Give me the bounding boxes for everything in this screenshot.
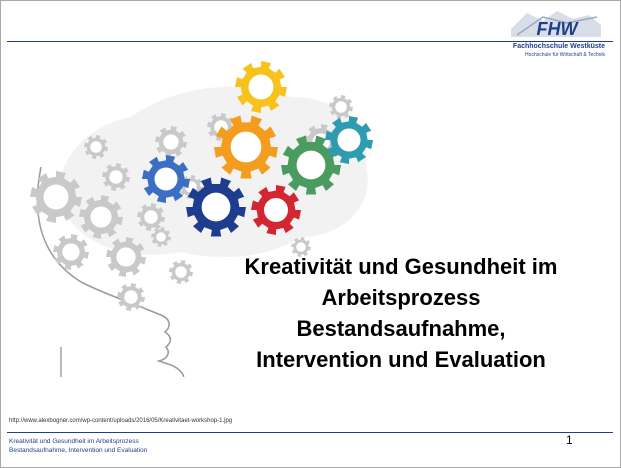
gear-hole: [297, 151, 326, 180]
gear-hole: [90, 141, 102, 153]
logo-title: Fachhochschule Westküste: [512, 43, 605, 50]
title-line-2: Arbeitsprozess: [321, 285, 481, 310]
logo-subtitle: Hochschule für Wirtschaft & Technik: [525, 52, 605, 58]
footer-line-2: Bestandsaufnahme, Intervention und Evaluation: [9, 447, 148, 454]
title-line-4: Intervention und Evaluation: [256, 347, 546, 372]
gear-hole: [337, 128, 360, 151]
gear-hole: [154, 167, 177, 190]
gear-hole: [249, 75, 274, 100]
gear-hole: [156, 232, 166, 242]
title-line-3: Bestandsaufnahme,: [296, 316, 506, 341]
gear-hole: [116, 247, 135, 266]
gear-hole: [335, 101, 347, 113]
gear-hole: [231, 132, 262, 163]
gear-hole: [62, 243, 79, 260]
gear-hole: [175, 266, 187, 278]
gear-hole: [202, 193, 231, 222]
gear-hole: [144, 210, 157, 223]
footer-divider: [7, 432, 613, 433]
title-line-1: Kreativität und Gesundheit im: [244, 254, 558, 279]
fhw-logo-icon: [507, 7, 605, 43]
gear-hole: [124, 290, 137, 303]
gear-hole: [90, 206, 111, 227]
footer: [9, 437, 147, 455]
fhw-logo: [507, 7, 605, 59]
footer-line-1: Kreativität und Gesundheit im Arbeitsprozess: [9, 438, 139, 445]
gear-hole: [264, 198, 288, 222]
gear-hole: [44, 185, 69, 210]
page-number: 1: [566, 433, 573, 447]
gear-hole: [163, 134, 178, 149]
image-source-url[interactable]: http://www.alexbogner.com/wp-content/uploads/2016/05/Kreativitaet-workshop-1.jpg: [9, 418, 233, 424]
gear-hole: [109, 170, 122, 183]
slide-title: [201, 251, 601, 375]
logo-mark: FHW: [536, 19, 578, 39]
